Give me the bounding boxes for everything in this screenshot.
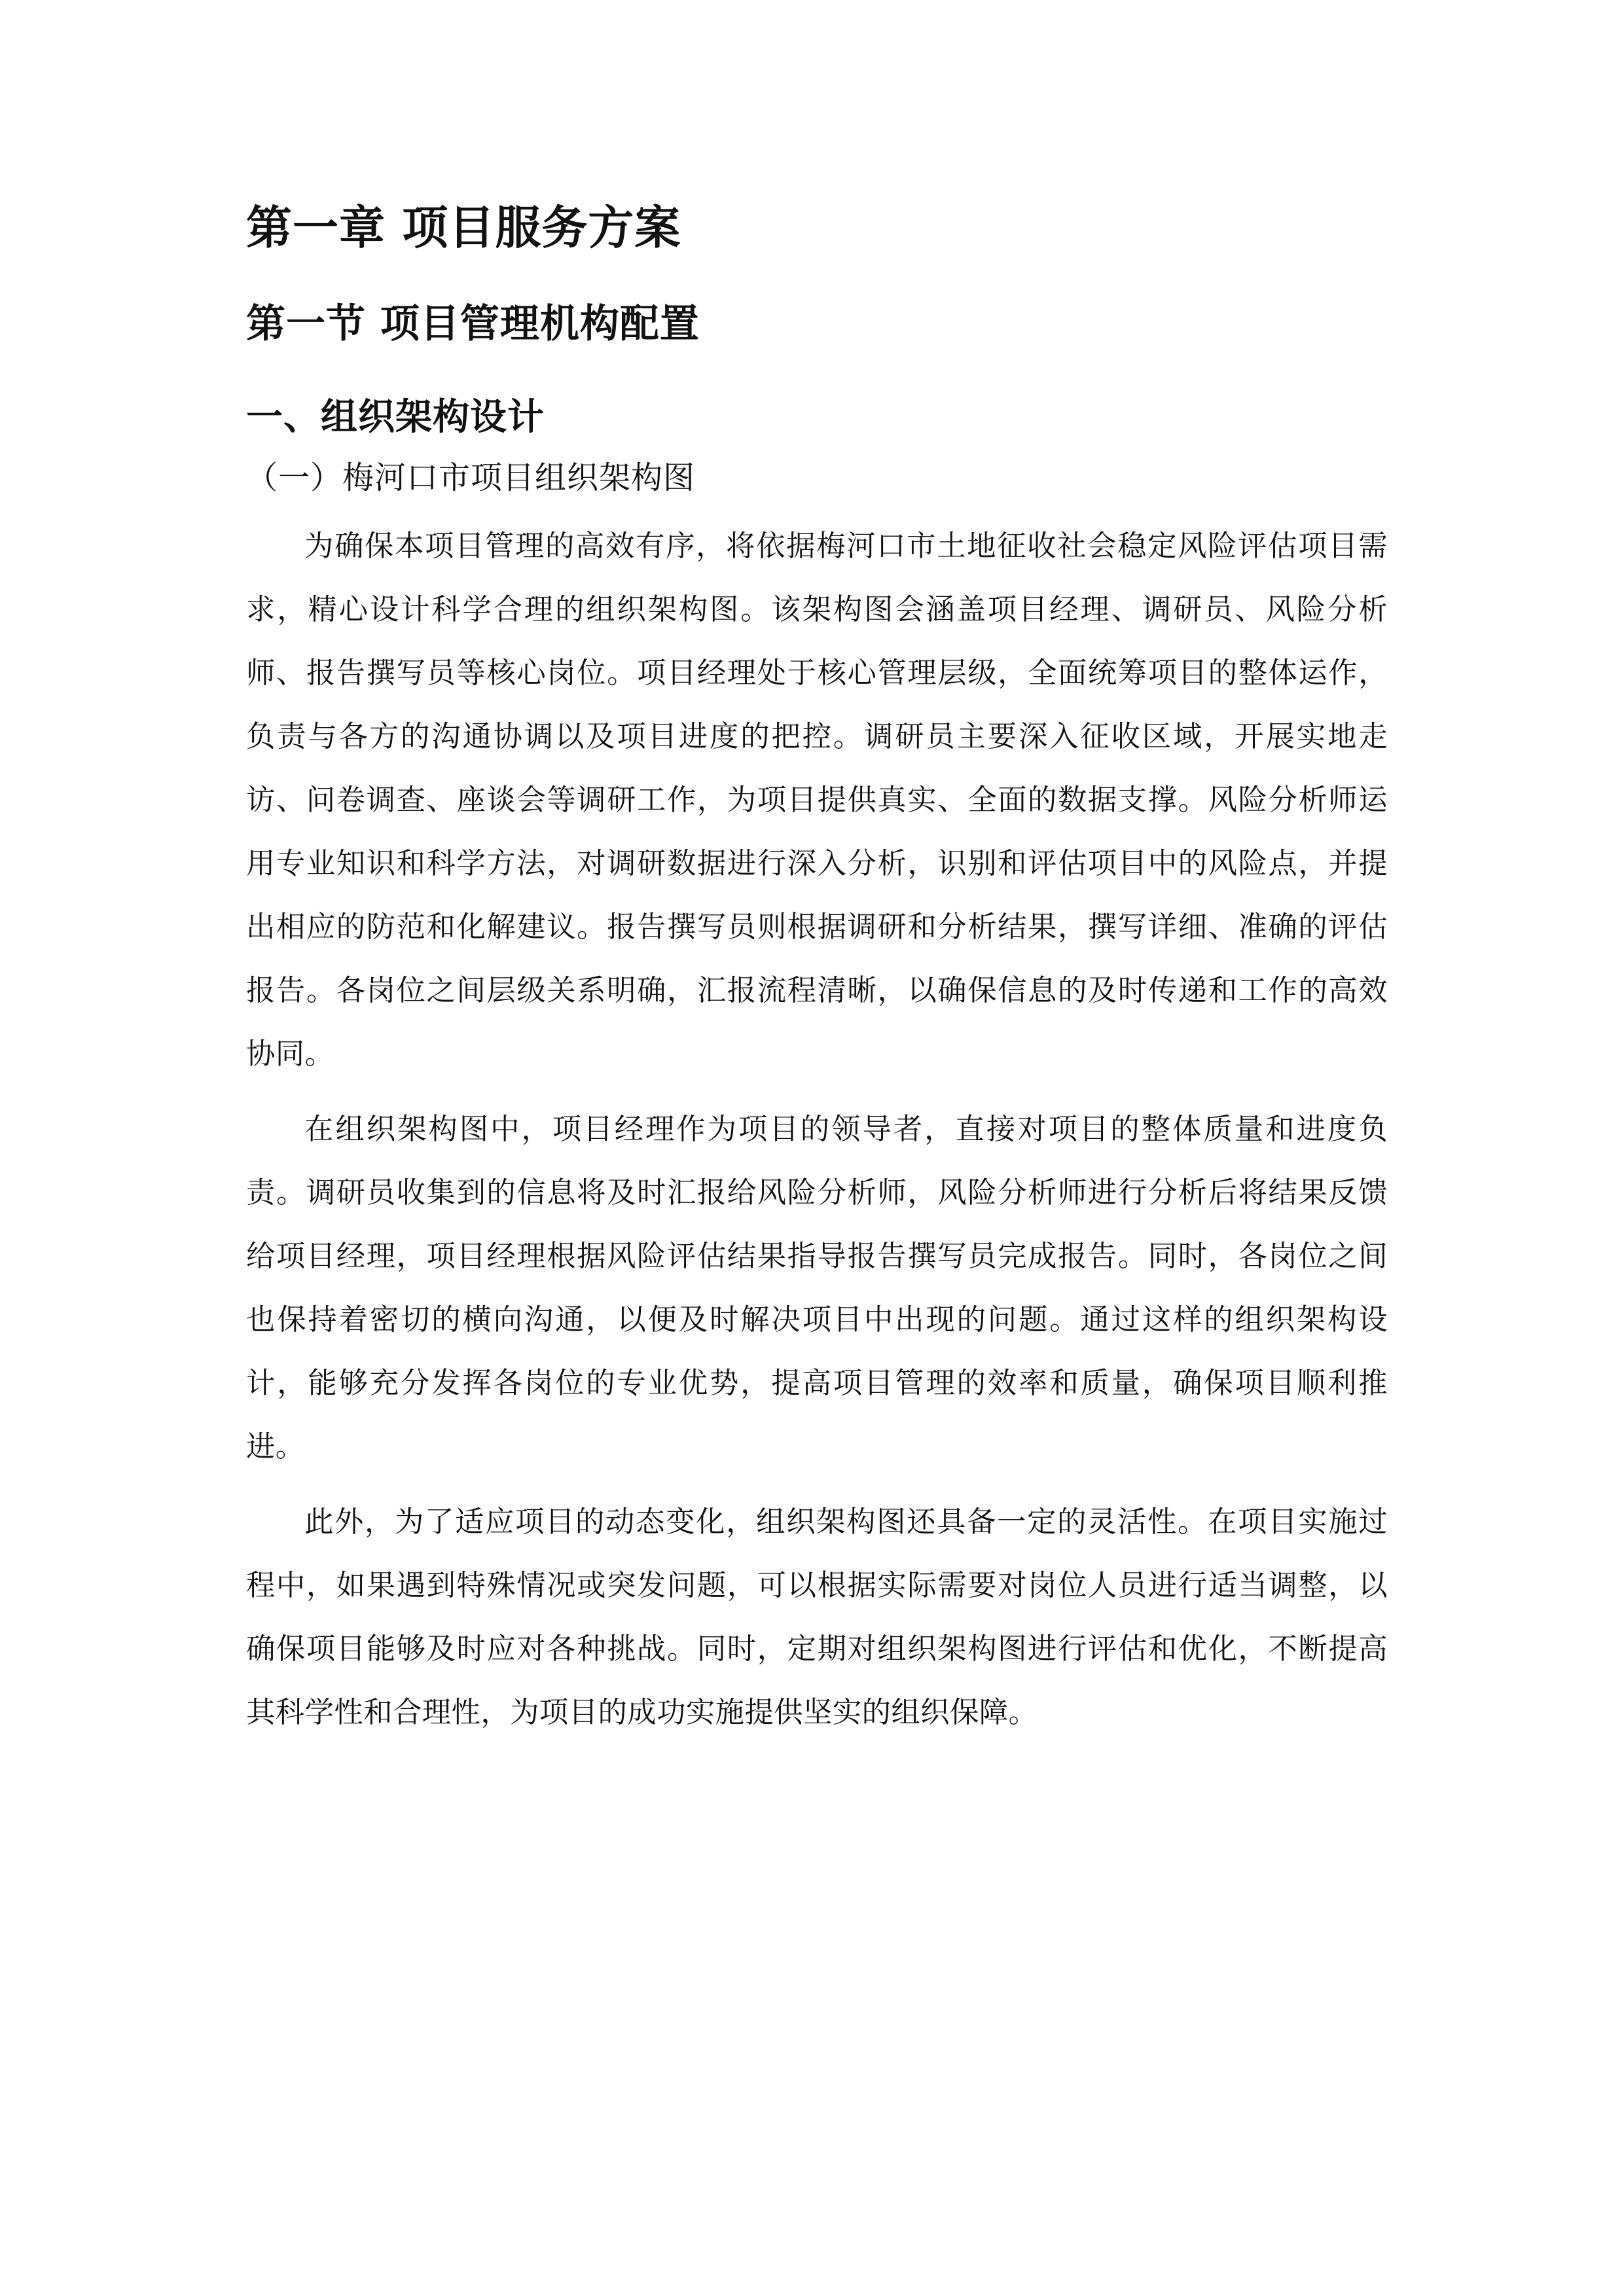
section-title: 第一节 项目管理机构配置	[246, 301, 700, 347]
document-body	[246, 196, 1388, 1744]
body-paragraph-2: 在组织架构图中，项目经理作为项目的领导者，直接对项目的整体质量和进度负责。调研员收集到的信息将及时汇报给风险分析师，风险分析师进行分析后将结果反馈给项目经理，项目经理根据风险评估结果指导报告撰写员完成报告。同时，各岗位之间也保持着密切的横向沟通，以便及时解决项目中出现的问题。通过这样的组织架构设计，能够充分发挥各岗位的专业优势，提高项目管理的效率和质量，确保项目顺利推进。	[246, 1113, 1388, 1463]
body-paragraph-1: 为确保本项目管理的高效有序，将依据梅河口市土地征收社会稳定风险评估项目需求，精心设计科学合理的组织架构图。该架构图会涵盖项目经理、调研员、风险分析师、报告撰写员等核心岗位。项目经理处于核心管理层级，全面统筹项目的整体运作，负责与各方的沟通协调以及项目进度的把控。调研员主要深入征收区域，开展实地走访、问卷调查、座谈会等调研工作，为项目提供真实、全面的数据支撑。风险分析师运用专业知识和科学方法，对调研数据进行深入分析，识别和评估项目中的风险点，并提出相应的防范和化解建议。报告撰写员则根据调研和分析结果，撰写详细、准确的评估报告。各岗位之间层级关系明确，汇报流程清晰，以确保信息的及时传递和工作的高效协同。	[246, 529, 1388, 1071]
item-title: （一）梅河口市项目组织架构图	[246, 459, 696, 496]
body-paragraph-3: 此外，为了适应项目的动态变化，组织架构图还具备一定的灵活性。在项目实施过程中，如果遇到特殊情况或突发问题，可以根据实际需要对岗位人员进行适当调整，以确保项目能够及时应对各种挑战。同时，定期对组织架构图进行评估和优化，不断提高其科学性和合理性，为项目的成功实施提供坚实的组织保障。	[246, 1505, 1388, 1729]
subsection-title: 一、组织架构设计	[246, 396, 545, 439]
chapter-title: 第一章 项目服务方案	[246, 201, 681, 255]
